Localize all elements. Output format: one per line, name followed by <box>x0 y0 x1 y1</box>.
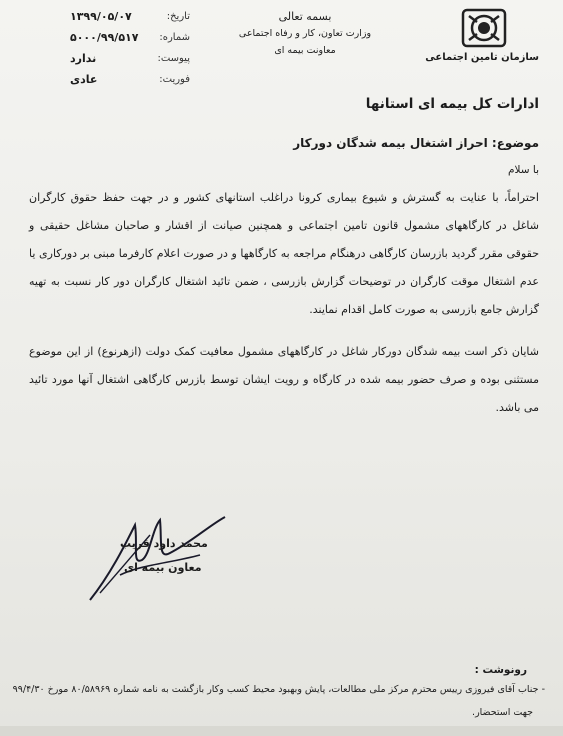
priority-label: فوریت: <box>159 74 190 85</box>
handwritten-signature-icon <box>80 505 230 615</box>
body-paragraph-2: شایان ذکر است بیمه شدگان دورکار شاغل در کارگاههای مشمول معافیت کمک دولت (ازهرنوع) از این موضوع مستثنی بوده و صرف حضور بیمه شده در کارگاه و رویت ایشان توسط بازرس کارگاهی اشتغال آنها مورد تائید می باشد. <box>29 345 539 414</box>
organization-name: سازمان تامین اجتماعی <box>425 52 539 63</box>
signature-block <box>80 505 230 615</box>
attachment-row <box>70 48 190 69</box>
copy-recipient-line: - جناب آقای فیروزی رییس محترم مرکز ملی مطالعات، پایش وبهبود محیط کسب وکار بازگشت به نامه شماره ۸۰/۵۸۹۶۹ مورخ ۹۹/۴/۳۰ <box>12 684 545 695</box>
attachment-value: ندارد <box>70 52 97 65</box>
date-label: تاریخ: <box>166 11 190 22</box>
body-paragraph-1: احتراماً، با عنایت به گسترش و شیوع بیماری کرونا دراغلب استانهای کشور و در جهت حفظ حقوق کارگران شاغل در کارگاههای مشمول قانون تامین اجتماعی و همچنین صیانت از اقشار و صاحبان مشاغل حقیقی و حقوقی مقرر گردید بازرسان کارگاهی درهنگام مراجعه به کارگاهها و در صورت اعلام کارفرما مبنی بر دورکاری یا عدم اشتغال موقت کارگران در توضیحات گزارش بازرسی ، ضمن تائید اشتغال کارگران دور کار نسبت به تهیه گزارش جامع بازرسی به صورت کامل اقدام نمایند. <box>29 191 539 316</box>
copy-purpose: جهت استحضار. <box>472 707 533 718</box>
copy-title: رونوشت : <box>474 664 527 676</box>
number-row <box>70 27 190 48</box>
addressee: ادارات کل بیمه ای استانها <box>365 96 539 112</box>
priority-row <box>70 69 190 90</box>
attachment-label: پیوست: <box>157 53 190 64</box>
date-row <box>70 6 190 27</box>
number-label: شماره: <box>159 32 190 43</box>
number-value: ۵۰۰۰/۹۹/۵۱۷ <box>70 31 139 44</box>
page-bottom-edge <box>0 726 563 736</box>
signatory-title: معاون بیمه ای <box>124 561 202 574</box>
subject-line: موضوع: احراز اشتغال بیمه شدگان دورکار <box>293 136 539 150</box>
signatory-name: محمد داود قریب <box>120 537 208 550</box>
letter-metadata <box>70 6 190 90</box>
sub-unit-name: معاونت بیمه ای <box>274 45 336 56</box>
letter-heading <box>230 8 380 59</box>
ministry-name: وزارت تعاون، کار و رفاه اجتماعی <box>238 28 372 39</box>
date-value: ۱۳۹۹/۰۵/۰۷ <box>70 10 132 23</box>
social-security-emblem-icon <box>461 8 507 48</box>
greeting: با سلام <box>507 164 539 176</box>
invocation-text: بسمه تعالی <box>278 10 332 23</box>
organization-logo <box>425 8 539 63</box>
priority-value: عادی <box>70 73 98 86</box>
